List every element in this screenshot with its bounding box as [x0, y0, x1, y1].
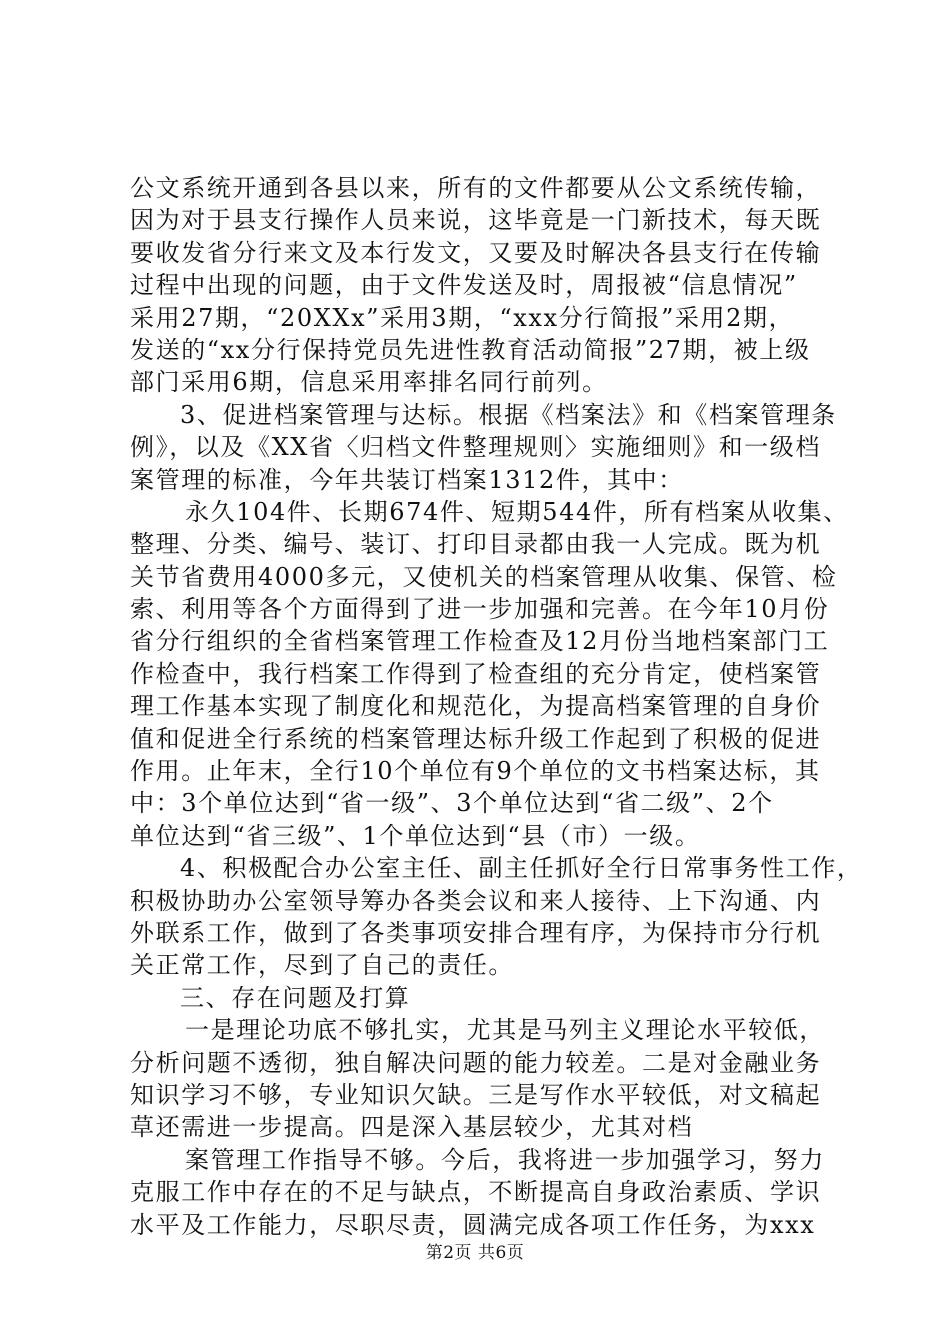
- body-line: 发送的“xx分行保持党员先进性教育活动简报”27期，被上级: [130, 335, 811, 364]
- body-line: 值和促进全行系统的档案管理达标升级工作起到了积极的促进: [130, 724, 822, 753]
- body-line: 公文系统开通到各县以来，所有的文件都要从公文系统传输，: [130, 174, 822, 202]
- body-line: 作检查中，我行档案工作得到了检查组的充分肯定，使档案管: [130, 659, 822, 688]
- section-heading: 三、存在问题及打算: [180, 983, 411, 1012]
- body-line: 草还需进一步提高。四是深入基层较少，尤其对档: [130, 1113, 694, 1142]
- body-line: 关正常工作，尽到了自己的责任。: [130, 951, 514, 980]
- body-line: 积极协助办公室领导筹办各类会议和来人接待、上下沟通、内: [130, 886, 822, 915]
- paragraph-start-line: 3、促进档案管理与达标。根据《档案法》和《档案管理条: [180, 400, 837, 429]
- body-line: 采用27期，“20XXx”采用3期，“xxx分行简报”采用2期，: [130, 303, 795, 332]
- body-line: 过程中出现的问题，由于文件发送及时，周报被“信息情况”: [130, 271, 798, 300]
- paragraph-start-line: 4、积极配合办公室主任、副主任抓好全行日常事务性工作，: [180, 854, 863, 883]
- body-line: 理工作基本实现了制度化和规范化，为提高档案管理的自身价: [130, 692, 822, 721]
- body-line: 整理、分类、编号、装订、打印目录都由我一人完成。既为机: [130, 530, 822, 559]
- body-line: 知识学习不够，专业知识欠缺。三是写作水平较低，对文稿起: [130, 1080, 822, 1109]
- page-number-footer: 第2页 共6页: [425, 1243, 525, 1263]
- body-line: 案管理的标准，今年共装订档案1312件，其中：: [130, 465, 684, 494]
- body-line: 索、利用等各个方面得到了进一步加强和完善。在今年10月份: [130, 595, 830, 624]
- body-line: 克服工作中存在的不足与缺点，不断提高自身政治素质、学识: [130, 1178, 822, 1207]
- paragraph-start-line: 永久104件、长期674件、短期544件，所有档案从收集、: [185, 497, 849, 526]
- body-line: 作用。止年末，全行10个单位有9个单位的文书档案达标，其: [130, 757, 821, 786]
- paragraph-start-line: 一是理论功底不够扎实，尤其是马列主义理论水平较低，: [185, 1016, 825, 1045]
- body-line: 中：3个单位达到“省一级”、3个单位达到“省二级”、2个: [130, 789, 774, 818]
- body-line: 外联系工作，做到了各类事项安排合理有序，为保持市分行机: [130, 918, 822, 947]
- body-line: 要收发省分行来文及本行发文，又要及时解决各县支行在传输: [130, 238, 822, 267]
- body-line: 例》，以及《XX省〈归档文件整理规则〉实施细则》和一级档: [130, 433, 821, 462]
- body-line: 水平及工作能力，尽职尽责，圆满完成各项工作任务，为xxx: [130, 1210, 816, 1239]
- body-line: 因为对于县支行操作人员来说，这毕竟是一门新技术，每天既: [130, 206, 822, 235]
- body-line: 单位达到“省三级”、1个单位达到“县（市）一级。: [130, 821, 701, 850]
- body-line: 分析问题不透彻，独自解决问题的能力较差。二是对金融业务: [130, 1048, 822, 1077]
- document-body: [130, 172, 863, 1241]
- paragraph-start-line: 案管理工作指导不够。今后，我将进一步加强学习，努力: [185, 1145, 825, 1174]
- body-line: 关节省费用4000多元，又使机关的档案管理从收集、保管、检: [130, 562, 838, 591]
- body-line: 省分行组织的全省档案管理工作检查及12月份当地档案部门工: [130, 627, 830, 656]
- body-line: 部门采用6期，信息采用率排名同行前列。: [130, 368, 608, 397]
